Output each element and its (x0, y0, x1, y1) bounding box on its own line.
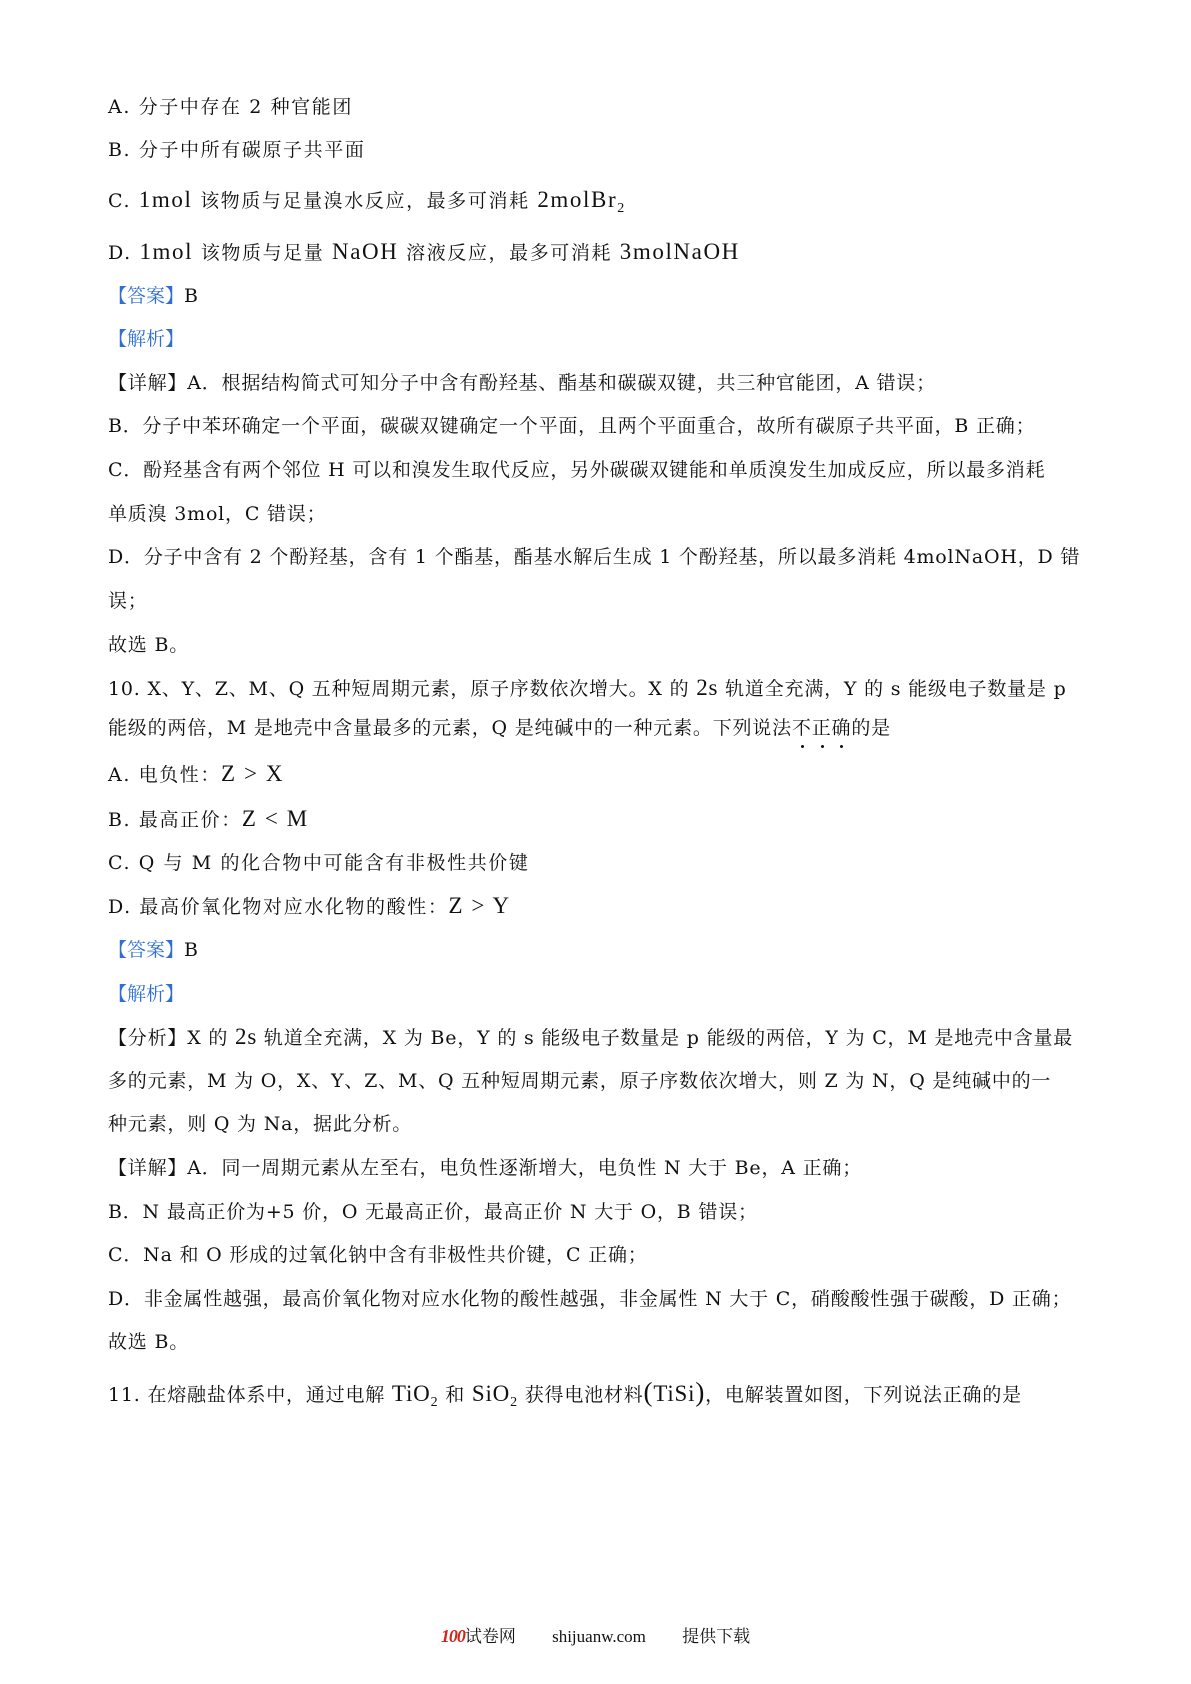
page-footer (0, 1625, 1191, 1648)
q10-answer: 【答案】B (108, 939, 198, 961)
download-note: 提供下载 (682, 1627, 751, 1646)
q9-option-a: A. 分子中存在 2 种官能团 (108, 96, 353, 118)
q9-detail-a: 【详解】A．根据结构简式可知分子中含有酚羟基、酯基和碳碳双键，共三种官能团，A 错误； (108, 372, 936, 394)
emphasis-char: 不 (791, 717, 812, 739)
q10-detail-b: B．N 最高正价为+5 价，O 无最高正价，最高正价 N 大于 O，B 错误； (108, 1201, 758, 1223)
site-logo-text: 试卷网 (464, 1627, 516, 1646)
q9-conclusion: 故选 B。 (108, 634, 190, 656)
q10-detail-c: C．Na 和 O 形成的过氧化钠中含有非极性共价键，C 正确； (108, 1244, 648, 1266)
q10-analysis-heading: 【解析】 (108, 983, 185, 1005)
q9-option-d: D. 1mol 该物质与足量 NaOH 溶液反应，最多可消耗 3molNaOH (108, 239, 740, 264)
q10-analysis-line1: 【分析】X 的 2s 轨道全充满，X 为 Be，Y 的 s 能级电子数量是 p 能级的两倍，Y 为 C，M 是地壳中含量最 (108, 1024, 1074, 1049)
q9-answer: 【答案】B (108, 285, 198, 307)
q9-option-c: C. 1mol 该物质与足量溴水反应，最多可消耗 2molBr$_2$ (108, 187, 626, 216)
q9-detail-b: B．分子中苯环确定一个平面，碳碳双键确定一个平面，且两个平面重合，故所有碳原子共平面，B 正确； (108, 415, 1036, 437)
q10-conclusion: 故选 B。 (108, 1331, 190, 1353)
q9-option-b: B. 分子中所有碳原子共平面 (108, 139, 366, 161)
q10-stem-line2: 能级的两倍，M 是地壳中含量最多的元素，Q 是纯碱中的一种元素。下列说法不正确的是 (108, 717, 891, 739)
emphasis-char: 正 (811, 717, 832, 739)
q10-option-c: C. Q 与 M 的化合物中可能含有非极性共价键 (108, 852, 530, 874)
q10-detail-a: 【详解】A．同一周期元素从左至右，电负性逐渐增大，电负性 N 大于 Be，A 正确； (108, 1157, 863, 1179)
q10-stem-line1: 10. X、Y、Z、M、Q 五种短周期元素，原子序数依次增大。X 的 2s 轨道全充满，Y 的 s 能级电子数量是 p (108, 675, 1067, 700)
site-url[interactable]: shijuanw.com (552, 1627, 646, 1646)
q9-detail-c-line2: 单质溴 3mol，C 错误； (108, 503, 327, 525)
q10-detail-d: D．非金属性越强，最高价氧化物对应水化物的酸性越强，非金属性 N 大于 C，硝酸酸性强于碳酸，D 正确； (108, 1288, 1072, 1310)
q9-analysis-heading: 【解析】 (108, 328, 185, 350)
emphasis-char: 确 (831, 717, 852, 739)
q11-stem: 11. 在熔融盐体系中，通过电解 TiO$_2$ 和 SiO$_2$ 获得电池材料(TiSi)，电解装置如图，下列说法正确的是 (108, 1377, 1022, 1410)
q10-analysis-line2: 多的元素，M 为 O，X、Y、Z、M、Q 五种短周期元素，原子序数依次增大，则 Z 为 N，Q 是纯碱中的一 (108, 1070, 1052, 1092)
q10-option-d: D. 最高价氧化物对应水化物的酸性：Z > Y (108, 893, 511, 918)
site-logo-mark: 100 (440, 1626, 465, 1646)
q9-detail-d-line1: D．分子中含有 2 个酚羟基，含有 1 个酯基，酯基水解后生成 1 个酚羟基，所以最多消耗 4molNaOH，D 错 (108, 546, 1081, 568)
q9-detail-c-line1: C．酚羟基含有两个邻位 H 可以和溴发生取代反应，另外碳碳双键能和单质溴发生加成反应，所以最多消耗 (108, 459, 1046, 481)
q10-option-b: B. 最高正价：Z < M (108, 806, 309, 831)
q9-detail-d-line2: 误； (108, 590, 148, 612)
q10-option-a: A. 电负性：Z > X (108, 761, 285, 786)
q10-analysis-line3: 种元素，则 Q 为 Na，据此分析。 (108, 1113, 413, 1135)
